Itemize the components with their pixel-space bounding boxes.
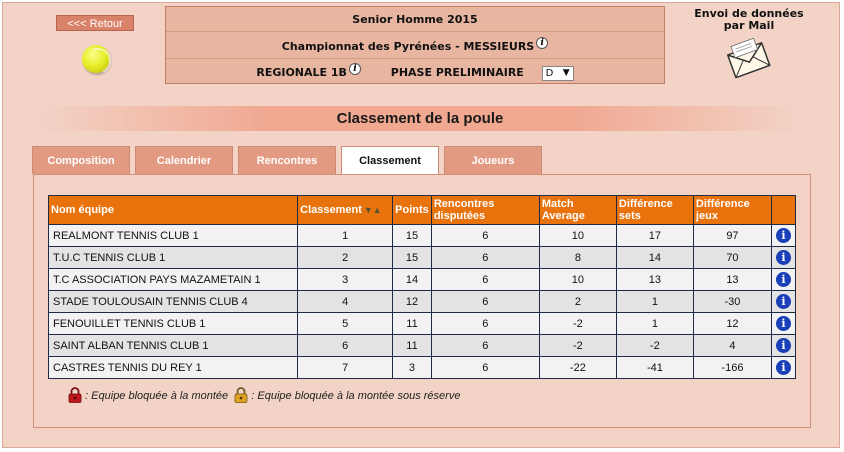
table-row xyxy=(49,313,796,335)
info-icon[interactable]: i xyxy=(776,360,791,375)
sort-arrows-icon[interactable]: ▼▲ xyxy=(363,205,382,215)
team-name: REALMONT TENNIS CLUB 1 xyxy=(49,225,298,247)
match-average-cell: 10 xyxy=(539,269,616,291)
legend-orange-text: : Equipe bloquée à la montée sous réserve xyxy=(251,390,461,402)
tab-calendrier[interactable]: Calendrier xyxy=(135,146,233,174)
tennis-ball-icon xyxy=(82,45,110,73)
played-cell: 6 xyxy=(431,357,539,379)
diff-jeux-cell: 97 xyxy=(693,225,771,247)
rank-cell: 5 xyxy=(298,313,393,335)
season-title: Senior Homme 2015 xyxy=(166,7,664,32)
diff-jeux-cell: 12 xyxy=(693,313,771,335)
championship-row xyxy=(166,32,664,59)
competition-header xyxy=(165,6,665,84)
info-cell xyxy=(771,313,795,335)
info-cell xyxy=(771,357,795,379)
diff-sets-cell: 17 xyxy=(616,225,693,247)
diff-jeux-cell: -166 xyxy=(693,357,771,379)
points-cell: 12 xyxy=(393,291,432,313)
ranking-table xyxy=(48,195,796,379)
tab-joueurs[interactable]: Joueurs xyxy=(444,146,542,174)
info-cell xyxy=(771,247,795,269)
rank-cell: 2 xyxy=(298,247,393,269)
diff-sets-cell: -2 xyxy=(616,335,693,357)
diff-sets-cell: 14 xyxy=(616,247,693,269)
info-icon[interactable]: i xyxy=(776,316,791,331)
team-name: T.C ASSOCIATION PAYS MAZAMETAIN 1 xyxy=(49,269,298,291)
diff-jeux-cell: 4 xyxy=(693,335,771,357)
match-average-cell: 8 xyxy=(539,247,616,269)
level-label: REGIONALE 1B xyxy=(256,66,347,79)
info-cell xyxy=(771,269,795,291)
points-cell: 3 xyxy=(393,357,432,379)
diff-sets-cell: -41 xyxy=(616,357,693,379)
table-header-row xyxy=(49,196,796,225)
rank-cell: 4 xyxy=(298,291,393,313)
points-cell: 11 xyxy=(393,313,432,335)
points-cell: 15 xyxy=(393,247,432,269)
col-header-team[interactable]: Nom équipe xyxy=(49,196,298,225)
info-cell xyxy=(771,291,795,313)
table-row xyxy=(49,335,796,357)
col-header-classement-label: Classement xyxy=(300,204,362,216)
mail-title: Envoi de données par Mail xyxy=(694,7,804,32)
info-cell xyxy=(771,335,795,357)
title-band xyxy=(40,106,800,131)
phase-label: PHASE PRELIMINAIRE xyxy=(390,66,524,79)
tab-composition[interactable]: Composition xyxy=(32,146,130,174)
red-lock-icon xyxy=(68,387,82,403)
col-header-diff-jeux[interactable]: Différence jeux xyxy=(693,196,771,225)
retour-button[interactable]: <<< Retour xyxy=(56,15,134,31)
info-icon[interactable]: i xyxy=(776,228,791,243)
rank-cell: 3 xyxy=(298,269,393,291)
info-cell xyxy=(771,225,795,247)
page-title: Classement de la poule xyxy=(336,110,504,127)
played-cell: 6 xyxy=(431,247,539,269)
table-row xyxy=(49,291,796,313)
diff-sets-cell: 13 xyxy=(616,269,693,291)
table-row xyxy=(49,269,796,291)
level-row xyxy=(166,59,664,84)
table-row xyxy=(49,247,796,269)
played-cell: 6 xyxy=(431,313,539,335)
diff-sets-cell: 1 xyxy=(616,291,693,313)
table-row xyxy=(49,357,796,379)
team-name: STADE TOULOUSAIN TENNIS CLUB 4 xyxy=(49,291,298,313)
poule-select[interactable] xyxy=(542,66,574,81)
points-cell: 14 xyxy=(393,269,432,291)
points-cell: 15 xyxy=(393,225,432,247)
points-cell: 11 xyxy=(393,335,432,357)
chevron-down-icon: ▼ xyxy=(562,67,570,78)
match-average-cell: 10 xyxy=(539,225,616,247)
info-icon[interactable]: i xyxy=(776,294,791,309)
played-cell: 6 xyxy=(431,225,539,247)
match-average-cell: -2 xyxy=(539,335,616,357)
table-row xyxy=(49,225,796,247)
col-header-points[interactable]: Points xyxy=(393,196,432,225)
diff-jeux-cell: 13 xyxy=(693,269,771,291)
poule-select-value: D xyxy=(545,67,554,79)
team-name: T.U.C TENNIS CLUB 1 xyxy=(49,247,298,269)
team-name: CASTRES TENNIS DU REY 1 xyxy=(49,357,298,379)
orange-lock-icon xyxy=(234,387,248,403)
tab-rencontres[interactable]: Rencontres xyxy=(238,146,336,174)
col-header-diff-sets[interactable]: Différence sets xyxy=(616,196,693,225)
match-average-cell: 2 xyxy=(539,291,616,313)
info-icon[interactable]: i xyxy=(776,338,791,353)
col-header-rencontres[interactable]: Rencontres disputées xyxy=(431,196,539,225)
col-header-match-average[interactable]: Match Average xyxy=(539,196,616,225)
rank-cell: 1 xyxy=(298,225,393,247)
envelope-icon[interactable] xyxy=(726,38,772,78)
col-header-classement[interactable] xyxy=(298,196,393,225)
rank-cell: 7 xyxy=(298,357,393,379)
col-header-info xyxy=(771,196,795,225)
legend xyxy=(68,387,460,403)
championship-title: Championnat des Pyrénées - MESSIEURS xyxy=(281,40,535,53)
diff-sets-cell: 1 xyxy=(616,313,693,335)
played-cell: 6 xyxy=(431,335,539,357)
legend-red-text: : Equipe bloquée à la montée xyxy=(85,390,229,402)
championship-info-icon[interactable]: i xyxy=(536,37,548,49)
played-cell: 6 xyxy=(431,269,539,291)
info-icon[interactable]: i xyxy=(776,250,791,265)
team-name: FENOUILLET TENNIS CLUB 1 xyxy=(49,313,298,335)
level-info-icon[interactable]: i xyxy=(349,63,361,75)
diff-jeux-cell: 70 xyxy=(693,247,771,269)
team-name: SAINT ALBAN TENNIS CLUB 1 xyxy=(49,335,298,357)
diff-jeux-cell: -30 xyxy=(693,291,771,313)
played-cell: 6 xyxy=(431,291,539,313)
rank-cell: 6 xyxy=(298,335,393,357)
match-average-cell: -22 xyxy=(539,357,616,379)
info-icon[interactable]: i xyxy=(776,272,791,287)
tab-classement[interactable]: Classement xyxy=(341,146,439,175)
match-average-cell: -2 xyxy=(539,313,616,335)
